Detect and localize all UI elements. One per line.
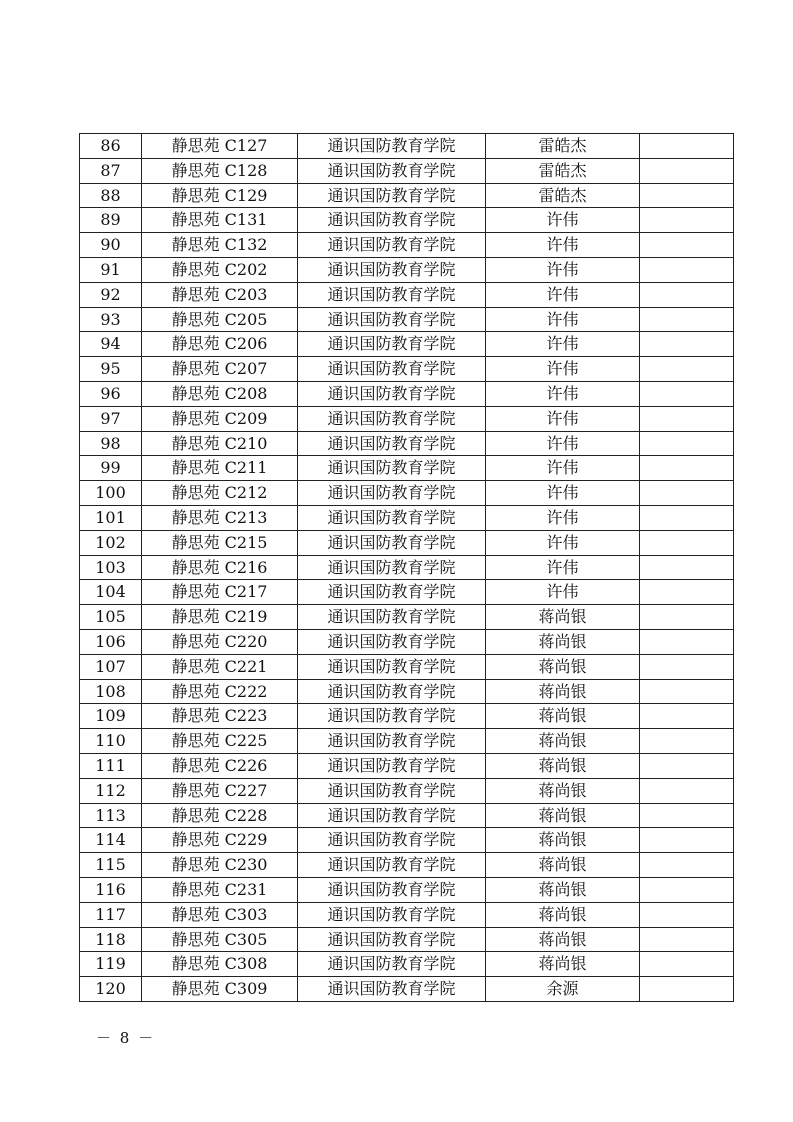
remarks-cell	[640, 654, 734, 679]
row-number-cell: 114	[80, 828, 142, 853]
room-cell: 静思苑 C209	[142, 406, 298, 431]
row-number-cell: 96	[80, 381, 142, 406]
room-cell: 静思苑 C222	[142, 679, 298, 704]
person-name-cell: 蒋尚银	[486, 679, 640, 704]
room-cell: 静思苑 C128	[142, 158, 298, 183]
room-cell: 静思苑 C225	[142, 729, 298, 754]
room-cell: 静思苑 C227	[142, 778, 298, 803]
row-number-cell: 90	[80, 233, 142, 258]
remarks-cell	[640, 828, 734, 853]
row-number-cell: 100	[80, 481, 142, 506]
room-cell: 静思苑 C211	[142, 456, 298, 481]
person-name-cell: 蒋尚银	[486, 927, 640, 952]
room-cell: 静思苑 C230	[142, 853, 298, 878]
remarks-cell	[640, 307, 734, 332]
remarks-cell	[640, 729, 734, 754]
person-name-cell: 许伟	[486, 233, 640, 258]
table-row	[80, 679, 734, 704]
college-cell: 通识国防教育学院	[298, 753, 486, 778]
table-row	[80, 803, 734, 828]
room-cell: 静思苑 C210	[142, 431, 298, 456]
room-cell: 静思苑 C127	[142, 134, 298, 159]
remarks-cell	[640, 158, 734, 183]
college-cell: 通识国防教育学院	[298, 977, 486, 1002]
row-number-cell: 98	[80, 431, 142, 456]
row-number-cell: 116	[80, 877, 142, 902]
remarks-cell	[640, 977, 734, 1002]
room-cell: 静思苑 C208	[142, 381, 298, 406]
college-cell: 通识国防教育学院	[298, 629, 486, 654]
person-name-cell: 蒋尚银	[486, 952, 640, 977]
person-name-cell: 蒋尚银	[486, 902, 640, 927]
row-number-cell: 115	[80, 853, 142, 878]
person-name-cell: 许伟	[486, 481, 640, 506]
college-cell: 通识国防教育学院	[298, 877, 486, 902]
person-name-cell: 雷皓杰	[486, 158, 640, 183]
table-row	[80, 233, 734, 258]
person-name-cell: 蒋尚银	[486, 605, 640, 630]
person-name-cell: 蒋尚银	[486, 629, 640, 654]
table-row	[80, 381, 734, 406]
table-body	[80, 134, 734, 1002]
room-cell: 静思苑 C202	[142, 257, 298, 282]
person-name-cell: 蒋尚银	[486, 853, 640, 878]
room-cell: 静思苑 C226	[142, 753, 298, 778]
college-cell: 通识国防教育学院	[298, 158, 486, 183]
table-row	[80, 704, 734, 729]
row-number-cell: 94	[80, 332, 142, 357]
remarks-cell	[640, 134, 734, 159]
row-number-cell: 101	[80, 505, 142, 530]
row-number-cell: 95	[80, 357, 142, 382]
room-cell: 静思苑 C132	[142, 233, 298, 258]
table-row	[80, 977, 734, 1002]
person-name-cell: 雷皓杰	[486, 134, 640, 159]
row-number-cell: 104	[80, 580, 142, 605]
room-cell: 静思苑 C203	[142, 282, 298, 307]
table-row	[80, 406, 734, 431]
college-cell: 通识国防教育学院	[298, 952, 486, 977]
table-row	[80, 456, 734, 481]
room-cell: 静思苑 C303	[142, 902, 298, 927]
person-name-cell: 许伟	[486, 456, 640, 481]
room-cell: 静思苑 C212	[142, 481, 298, 506]
person-name-cell: 蒋尚银	[486, 729, 640, 754]
college-cell: 通识国防教育学院	[298, 654, 486, 679]
college-cell: 通识国防教育学院	[298, 282, 486, 307]
remarks-cell	[640, 183, 734, 208]
row-number-cell: 89	[80, 208, 142, 233]
college-cell: 通识国防教育学院	[298, 555, 486, 580]
person-name-cell: 许伟	[486, 208, 640, 233]
remarks-cell	[640, 332, 734, 357]
page-number: － 8 －	[96, 1029, 156, 1047]
remarks-cell	[640, 753, 734, 778]
college-cell: 通识国防教育学院	[298, 456, 486, 481]
row-number-cell: 118	[80, 927, 142, 952]
table-row	[80, 505, 734, 530]
table-row	[80, 307, 734, 332]
room-cell: 静思苑 C131	[142, 208, 298, 233]
row-number-cell: 92	[80, 282, 142, 307]
row-number-cell: 87	[80, 158, 142, 183]
college-cell: 通识国防教育学院	[298, 381, 486, 406]
college-cell: 通识国防教育学院	[298, 729, 486, 754]
row-number-cell: 107	[80, 654, 142, 679]
college-cell: 通识国防教育学院	[298, 406, 486, 431]
person-name-cell: 许伟	[486, 406, 640, 431]
person-name-cell: 蒋尚银	[486, 877, 640, 902]
room-cell: 静思苑 C205	[142, 307, 298, 332]
college-cell: 通识国防教育学院	[298, 704, 486, 729]
table-row	[80, 902, 734, 927]
college-cell: 通识国防教育学院	[298, 902, 486, 927]
person-name-cell: 许伟	[486, 257, 640, 282]
person-name-cell: 许伟	[486, 555, 640, 580]
college-cell: 通识国防教育学院	[298, 332, 486, 357]
person-name-cell: 蒋尚银	[486, 828, 640, 853]
remarks-cell	[640, 530, 734, 555]
remarks-cell	[640, 505, 734, 530]
table-row	[80, 530, 734, 555]
row-number-cell: 91	[80, 257, 142, 282]
row-number-cell: 119	[80, 952, 142, 977]
table-row	[80, 481, 734, 506]
person-name-cell: 许伟	[486, 431, 640, 456]
row-number-cell: 120	[80, 977, 142, 1002]
row-number-cell: 109	[80, 704, 142, 729]
room-cell: 静思苑 C228	[142, 803, 298, 828]
person-name-cell: 许伟	[486, 580, 640, 605]
person-name-cell: 许伟	[486, 530, 640, 555]
table-row	[80, 158, 734, 183]
remarks-cell	[640, 877, 734, 902]
table-row	[80, 952, 734, 977]
remarks-cell	[640, 431, 734, 456]
remarks-cell	[640, 381, 734, 406]
remarks-cell	[640, 357, 734, 382]
college-cell: 通识国防教育学院	[298, 134, 486, 159]
remarks-cell	[640, 282, 734, 307]
remarks-cell	[640, 233, 734, 258]
remarks-cell	[640, 257, 734, 282]
room-cell: 静思苑 C219	[142, 605, 298, 630]
remarks-cell	[640, 927, 734, 952]
remarks-cell	[640, 580, 734, 605]
remarks-cell	[640, 456, 734, 481]
table-row	[80, 257, 734, 282]
college-cell: 通识国防教育学院	[298, 208, 486, 233]
table-row	[80, 729, 734, 754]
room-cell: 静思苑 C217	[142, 580, 298, 605]
remarks-cell	[640, 902, 734, 927]
person-name-cell: 许伟	[486, 357, 640, 382]
college-cell: 通识国防教育学院	[298, 505, 486, 530]
person-name-cell: 许伟	[486, 307, 640, 332]
row-number-cell: 117	[80, 902, 142, 927]
room-cell: 静思苑 C308	[142, 952, 298, 977]
college-cell: 通识国防教育学院	[298, 778, 486, 803]
room-cell: 静思苑 C229	[142, 828, 298, 853]
room-cell: 静思苑 C231	[142, 877, 298, 902]
room-cell: 静思苑 C220	[142, 629, 298, 654]
table-row	[80, 629, 734, 654]
remarks-cell	[640, 952, 734, 977]
table-row	[80, 431, 734, 456]
row-number-cell: 106	[80, 629, 142, 654]
row-number-cell: 86	[80, 134, 142, 159]
remarks-cell	[640, 803, 734, 828]
room-cell: 静思苑 C221	[142, 654, 298, 679]
table-row	[80, 134, 734, 159]
remarks-cell	[640, 555, 734, 580]
table-row	[80, 183, 734, 208]
remarks-cell	[640, 853, 734, 878]
table-row	[80, 753, 734, 778]
college-cell: 通识国防教育学院	[298, 803, 486, 828]
table-row	[80, 208, 734, 233]
remarks-cell	[640, 481, 734, 506]
table-row	[80, 555, 734, 580]
college-cell: 通识国防教育学院	[298, 307, 486, 332]
table-row	[80, 828, 734, 853]
person-name-cell: 许伟	[486, 332, 640, 357]
table-row	[80, 282, 734, 307]
person-name-cell: 许伟	[486, 381, 640, 406]
room-cell: 静思苑 C223	[142, 704, 298, 729]
room-cell: 静思苑 C215	[142, 530, 298, 555]
college-cell: 通识国防教育学院	[298, 481, 486, 506]
row-number-cell: 105	[80, 605, 142, 630]
college-cell: 通识国防教育学院	[298, 927, 486, 952]
person-name-cell: 蒋尚银	[486, 753, 640, 778]
table-row	[80, 853, 734, 878]
room-cell: 静思苑 C207	[142, 357, 298, 382]
college-cell: 通识国防教育学院	[298, 530, 486, 555]
table-row	[80, 927, 734, 952]
remarks-cell	[640, 679, 734, 704]
person-name-cell: 余源	[486, 977, 640, 1002]
row-number-cell: 88	[80, 183, 142, 208]
table-row	[80, 877, 734, 902]
row-number-cell: 110	[80, 729, 142, 754]
row-number-cell: 97	[80, 406, 142, 431]
room-cell: 静思苑 C213	[142, 505, 298, 530]
college-cell: 通识国防教育学院	[298, 357, 486, 382]
remarks-cell	[640, 629, 734, 654]
row-number-cell: 111	[80, 753, 142, 778]
row-number-cell: 112	[80, 778, 142, 803]
remarks-cell	[640, 704, 734, 729]
table-row	[80, 605, 734, 630]
room-cell: 静思苑 C206	[142, 332, 298, 357]
room-cell: 静思苑 C305	[142, 927, 298, 952]
table-row	[80, 357, 734, 382]
college-cell: 通识国防教育学院	[298, 679, 486, 704]
college-cell: 通识国防教育学院	[298, 257, 486, 282]
college-cell: 通识国防教育学院	[298, 580, 486, 605]
person-name-cell: 雷皓杰	[486, 183, 640, 208]
table-row	[80, 654, 734, 679]
college-cell: 通识国防教育学院	[298, 431, 486, 456]
row-number-cell: 113	[80, 803, 142, 828]
person-name-cell: 许伟	[486, 282, 640, 307]
college-cell: 通识国防教育学院	[298, 233, 486, 258]
row-number-cell: 102	[80, 530, 142, 555]
person-name-cell: 许伟	[486, 505, 640, 530]
row-number-cell: 99	[80, 456, 142, 481]
college-cell: 通识国防教育学院	[298, 605, 486, 630]
person-name-cell: 蒋尚银	[486, 803, 640, 828]
table-row	[80, 580, 734, 605]
person-name-cell: 蒋尚银	[486, 704, 640, 729]
room-cell: 静思苑 C129	[142, 183, 298, 208]
room-cell: 静思苑 C216	[142, 555, 298, 580]
table-row	[80, 778, 734, 803]
row-number-cell: 108	[80, 679, 142, 704]
person-name-cell: 蒋尚银	[486, 654, 640, 679]
remarks-cell	[640, 778, 734, 803]
college-cell: 通识国防教育学院	[298, 853, 486, 878]
table-row	[80, 332, 734, 357]
row-number-cell: 93	[80, 307, 142, 332]
person-name-cell: 蒋尚银	[486, 778, 640, 803]
remarks-cell	[640, 406, 734, 431]
row-number-cell: 103	[80, 555, 142, 580]
remarks-cell	[640, 208, 734, 233]
dormitory-assignment-table	[79, 133, 734, 1002]
remarks-cell	[640, 605, 734, 630]
college-cell: 通识国防教育学院	[298, 828, 486, 853]
room-cell: 静思苑 C309	[142, 977, 298, 1002]
college-cell: 通识国防教育学院	[298, 183, 486, 208]
